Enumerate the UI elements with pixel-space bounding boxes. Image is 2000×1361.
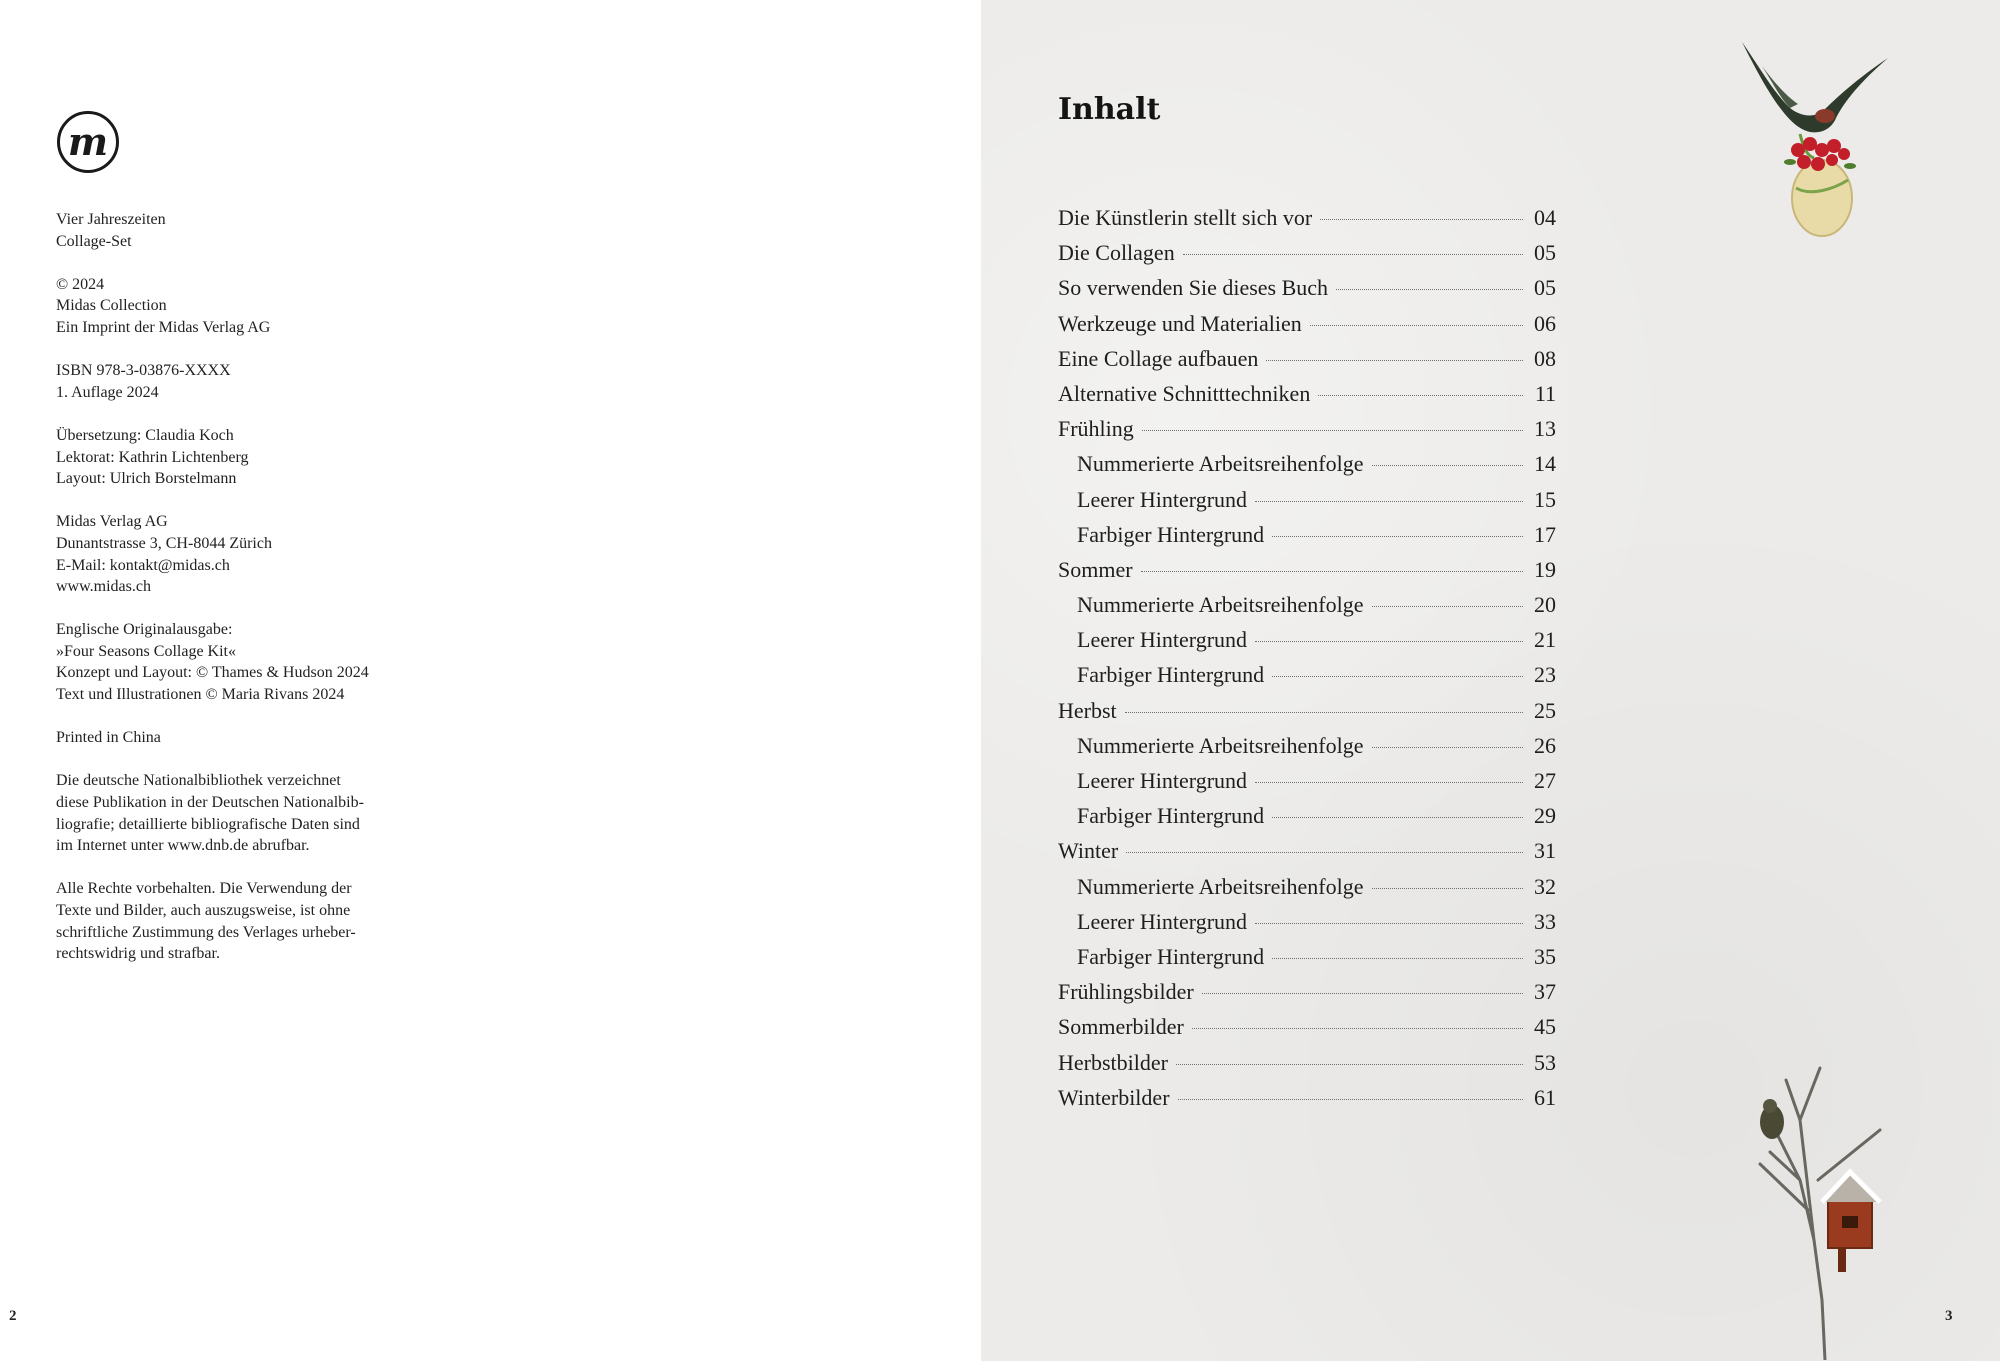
toc-dot-leader bbox=[1255, 923, 1523, 924]
toc-entry-page: 04 bbox=[1534, 205, 1556, 230]
toc-entry-label: Nummerierte Arbeitsreihenfolge bbox=[1077, 451, 1364, 477]
toc-entry bbox=[1058, 592, 1556, 627]
toc-entry-page: 14 bbox=[1534, 451, 1556, 477]
imprint-line: Printed in China bbox=[56, 729, 161, 747]
imprint-line: schriftliche Zustimmung des Verlages urheber- bbox=[56, 923, 356, 941]
toc-dot-leader bbox=[1126, 852, 1523, 853]
toc-entry-label: Frühlingsbilder bbox=[1058, 979, 1194, 1005]
imprint-line: Collage-Set bbox=[56, 232, 132, 250]
imprint-block bbox=[56, 274, 416, 339]
toc-entry-label: Alternative Schnitttechniken bbox=[1058, 380, 1311, 406]
toc-entry-label: Sommer bbox=[1058, 556, 1133, 582]
imprint-block bbox=[56, 360, 416, 403]
toc-entry-page: 25 bbox=[1534, 697, 1556, 723]
imprint-line: »Four Seasons Collage Kit« bbox=[56, 642, 236, 660]
toc-entry-page: 11 bbox=[1534, 380, 1556, 406]
toc-dot-leader bbox=[1202, 993, 1523, 994]
imprint-line: Vier Jahreszeiten bbox=[56, 211, 166, 228]
toc-entry-page: 08 bbox=[1534, 345, 1556, 371]
imprint-line: ISBN 978-3-03876-XXXX bbox=[56, 362, 231, 380]
toc-entry bbox=[1058, 451, 1556, 486]
toc-entry-label: Eine Collage aufbauen bbox=[1058, 345, 1259, 371]
toc-entry-label: Farbiger Hintergrund bbox=[1077, 803, 1265, 829]
toc-entry bbox=[1058, 1085, 1556, 1120]
toc-entry-label: Winterbilder bbox=[1058, 1084, 1170, 1110]
toc-entry bbox=[1058, 487, 1556, 522]
toc-dot-leader bbox=[1272, 536, 1523, 537]
toc-dot-leader bbox=[1141, 571, 1523, 572]
imprint-text bbox=[56, 209, 416, 986]
imprint-line: Lektorat: Kathrin Lichtenberg bbox=[56, 448, 249, 466]
toc-entry-page: 05 bbox=[1534, 275, 1556, 301]
logo-letter: m bbox=[67, 119, 109, 164]
toc-dot-leader bbox=[1336, 289, 1523, 290]
imprint-line: Alle Rechte vorbehalten. Die Verwendung der bbox=[56, 880, 352, 898]
imprint-line: © 2024 bbox=[56, 275, 105, 293]
imprint-line: Midas Collection bbox=[56, 297, 167, 315]
page-number-left: 2 bbox=[9, 1308, 17, 1324]
toc-entry-label: Leerer Hintergrund bbox=[1077, 908, 1248, 934]
toc-entry-page: 33 bbox=[1534, 908, 1556, 934]
imprint-line: liografie; detaillierte bibliografische Daten sind bbox=[56, 815, 360, 833]
imprint-line: im Internet unter www.dnb.de abrufbar. bbox=[56, 837, 310, 855]
imprint-line: Die deutsche Nationalbibliothek verzeichnet bbox=[56, 772, 341, 790]
toc-entry-page: 53 bbox=[1534, 1049, 1556, 1075]
imprint-line: E-Mail: kontakt@midas.ch bbox=[56, 556, 230, 574]
imprint-block bbox=[56, 878, 416, 964]
toc-entry-page: 17 bbox=[1534, 521, 1556, 547]
toc-entry-page: 21 bbox=[1534, 627, 1556, 653]
toc-dot-leader bbox=[1320, 219, 1523, 220]
toc-dot-leader bbox=[1183, 254, 1523, 255]
toc-dot-leader bbox=[1272, 817, 1523, 818]
imprint-line: Dunantstrasse 3, CH-8044 Zürich bbox=[56, 534, 272, 552]
toc-entry bbox=[1058, 979, 1556, 1014]
toc-entry-label: Die Künstlerin stellt sich vor bbox=[1058, 205, 1313, 230]
toc-entry bbox=[1058, 346, 1556, 381]
toc-entry bbox=[1058, 311, 1556, 346]
imprint-block bbox=[56, 511, 416, 597]
imprint-line: Ein Imprint der Midas Verlag AG bbox=[56, 318, 271, 336]
toc-entry-label: Farbiger Hintergrund bbox=[1077, 521, 1265, 547]
toc-dot-leader bbox=[1372, 888, 1523, 889]
toc-entry-label: Winter bbox=[1058, 838, 1119, 864]
imprint-line: Englische Originalausgabe: bbox=[56, 621, 233, 639]
imprint-line: 1. Auflage 2024 bbox=[56, 383, 159, 401]
imprint-block bbox=[56, 727, 416, 749]
toc-entry bbox=[1058, 522, 1556, 557]
toc-entry-label: Herbstbilder bbox=[1058, 1049, 1168, 1075]
toc-entry bbox=[1058, 240, 1556, 275]
imprint-line: diese Publikation in der Deutschen Nationalbib- bbox=[56, 794, 364, 812]
toc-entry bbox=[1058, 768, 1556, 803]
toc-dot-leader bbox=[1192, 1028, 1523, 1029]
toc-entry-label: Leerer Hintergrund bbox=[1077, 627, 1248, 653]
toc-entry-page: 15 bbox=[1534, 486, 1556, 512]
toc-entry-page: 29 bbox=[1534, 803, 1556, 829]
toc-dot-leader bbox=[1255, 641, 1523, 642]
toc-dot-leader bbox=[1178, 1099, 1523, 1100]
toc-entry bbox=[1058, 557, 1556, 592]
toc-entry bbox=[1058, 909, 1556, 944]
imprint-block bbox=[56, 770, 416, 856]
table-of-contents bbox=[1058, 205, 1556, 1120]
toc-entry-page: 27 bbox=[1534, 768, 1556, 793]
toc-entry-page: 06 bbox=[1534, 310, 1556, 336]
toc-entry-label: Herbst bbox=[1058, 697, 1117, 723]
toc-entry-page: 20 bbox=[1534, 592, 1556, 618]
toc-dot-leader bbox=[1310, 325, 1523, 326]
toc-entry bbox=[1058, 1014, 1556, 1049]
toc-dot-leader bbox=[1125, 712, 1523, 713]
imprint-block bbox=[56, 619, 416, 705]
toc-entry-label: Nummerierte Arbeitsreihenfolge bbox=[1077, 592, 1364, 618]
toc-entry-page: 61 bbox=[1534, 1084, 1556, 1110]
toc-entry bbox=[1058, 275, 1556, 310]
imprint-line: Midas Verlag AG bbox=[56, 513, 168, 531]
toc-entry-page: 45 bbox=[1534, 1014, 1556, 1040]
toc-entry bbox=[1058, 627, 1556, 662]
imprint-block bbox=[56, 209, 416, 252]
imprint-line: Konzept und Layout: © Thames & Hudson 2024 bbox=[56, 664, 369, 682]
toc-dot-leader bbox=[1176, 1064, 1523, 1065]
toc-dot-leader bbox=[1272, 958, 1523, 959]
toc-dot-leader bbox=[1266, 360, 1523, 361]
toc-dot-leader bbox=[1372, 747, 1523, 748]
toc-entry-label: Nummerierte Arbeitsreihenfolge bbox=[1077, 732, 1364, 758]
toc-entry-label: Leerer Hintergrund bbox=[1077, 486, 1248, 512]
page-number-right: 3 bbox=[1945, 1308, 1953, 1324]
toc-entry-label: Sommerbilder bbox=[1058, 1014, 1184, 1040]
toc-entry-page: 05 bbox=[1534, 240, 1556, 266]
toc-entry bbox=[1058, 803, 1556, 838]
imprint-block bbox=[56, 425, 416, 490]
toc-entry-page: 32 bbox=[1534, 873, 1556, 899]
toc-dot-leader bbox=[1372, 465, 1523, 466]
toc-entry bbox=[1058, 698, 1556, 733]
toc-dot-leader bbox=[1318, 395, 1523, 396]
toc-entry-label: Frühling bbox=[1058, 416, 1134, 442]
toc-dot-leader bbox=[1372, 606, 1523, 607]
toc-entry-page: 37 bbox=[1534, 979, 1556, 1005]
toc-entry-page: 31 bbox=[1534, 838, 1556, 864]
imprint-line: Layout: Ulrich Borstelmann bbox=[56, 470, 237, 488]
toc-dot-leader bbox=[1272, 676, 1523, 677]
toc-entry bbox=[1058, 733, 1556, 768]
toc-entry-label: Farbiger Hintergrund bbox=[1077, 943, 1265, 969]
toc-title: Inhalt bbox=[1058, 92, 1161, 127]
toc-entry-page: 23 bbox=[1534, 662, 1556, 688]
bird-on-branch-with-birdhouse-icon bbox=[1730, 1060, 1910, 1360]
toc-entry bbox=[1058, 662, 1556, 697]
toc-entry bbox=[1058, 381, 1556, 416]
toc-entry bbox=[1058, 874, 1556, 909]
toc-entry-page: 35 bbox=[1534, 943, 1556, 969]
left-page bbox=[0, 0, 981, 1361]
toc-entry-page: 13 bbox=[1534, 416, 1556, 442]
toc-entry-label: Farbiger Hintergrund bbox=[1077, 662, 1265, 688]
imprint-line: www.midas.ch bbox=[56, 578, 151, 596]
toc-entry bbox=[1058, 944, 1556, 979]
toc-entry-label: So verwenden Sie dieses Buch bbox=[1058, 275, 1329, 301]
imprint-line: Texte und Bilder, auch auszugsweise, ist ohne bbox=[56, 902, 351, 919]
imprint-line: rechtswidrig und strafbar. bbox=[56, 945, 220, 963]
toc-dot-leader bbox=[1255, 501, 1523, 502]
midas-logo-icon bbox=[56, 110, 120, 174]
imprint-line: Übersetzung: Claudia Koch bbox=[56, 426, 234, 444]
toc-dot-leader bbox=[1142, 430, 1523, 431]
toc-entry bbox=[1058, 416, 1556, 451]
toc-entry bbox=[1058, 838, 1556, 873]
toc-entry-label: Nummerierte Arbeitsreihenfolge bbox=[1077, 873, 1364, 899]
swallow-with-egg-and-flowers-icon bbox=[1740, 38, 1890, 238]
toc-entry-label: Werkzeuge und Materialien bbox=[1058, 310, 1302, 336]
toc-entry-page: 26 bbox=[1534, 732, 1556, 758]
toc-entry bbox=[1058, 205, 1556, 240]
toc-entry-page: 19 bbox=[1534, 556, 1556, 582]
toc-entry-label: Leerer Hintergrund bbox=[1077, 768, 1248, 793]
toc-entry bbox=[1058, 1050, 1556, 1085]
toc-entry-label: Die Collagen bbox=[1058, 240, 1175, 266]
imprint-line: Text und Illustrationen © Maria Rivans 2024 bbox=[56, 686, 345, 704]
toc-dot-leader bbox=[1255, 782, 1523, 783]
